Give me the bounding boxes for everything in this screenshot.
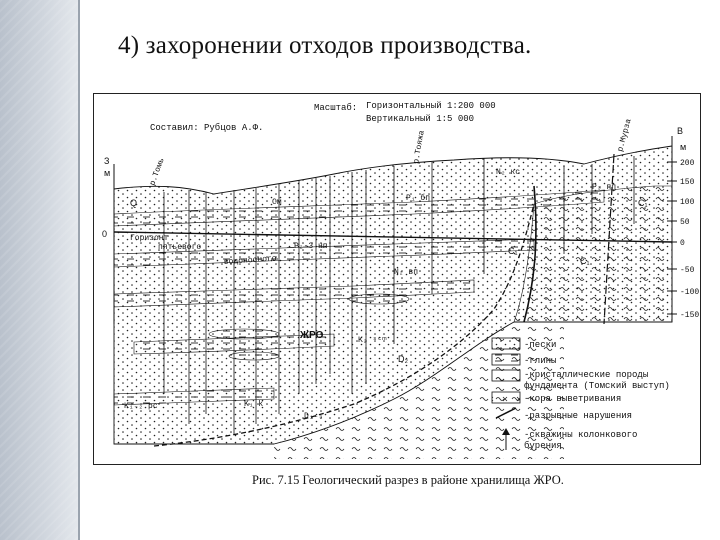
- horizon-label-2: пятьевого: [158, 243, 202, 252]
- unit-label-n2vp: N₂ вп: [394, 268, 419, 277]
- unit-label-d2: D₂: [398, 354, 408, 364]
- right-axis-unit: м: [680, 142, 687, 152]
- geological-section-figure: [93, 93, 701, 465]
- unit-label-c1-c: C₁: [580, 256, 590, 266]
- right-tick-200: 200: [680, 159, 695, 168]
- left-axis-unit: м: [104, 168, 111, 178]
- unit-label-k1k: K₁ k: [244, 400, 264, 409]
- right-tick-minus100: -100: [680, 288, 700, 297]
- scale-vertical: Вертикальный 1:5 000: [366, 114, 475, 124]
- horizon-label-3: водоносного: [223, 254, 277, 267]
- author-note: Составил: Рубцов А.Ф.: [150, 123, 264, 133]
- left-corner-label: З: [104, 156, 110, 166]
- river-tom-label: р.Томь: [148, 156, 167, 188]
- right-tick-minus50: -50: [680, 266, 695, 275]
- lens-2: [349, 294, 409, 304]
- unit-label-p23np: P₂-3 нп: [294, 242, 328, 251]
- legend-label-sand: -пески: [524, 340, 557, 350]
- left-zero-label: 0: [102, 229, 108, 239]
- legend-swatch-clay: [492, 354, 520, 365]
- unit-label-c1-b: C₁: [508, 246, 518, 256]
- legend-label-clay: -глины: [524, 356, 557, 366]
- right-tick-minus150: -150: [680, 311, 700, 320]
- slide-side-band: [0, 0, 78, 540]
- unit-label-d13: D₁₋₃: [304, 412, 324, 421]
- legend-label-basement-1: -кристаллические породы: [524, 370, 649, 380]
- legend-label-well-1: -скважины колонкового: [524, 430, 638, 440]
- right-tick-50: 50: [680, 218, 690, 227]
- unit-label-cm: Cм: [272, 198, 282, 207]
- slide-title: 4) захоронении отходов производства.: [118, 32, 532, 59]
- legend-label-basement-2: фундамента (Томский выступ): [524, 381, 670, 391]
- lens-1: [209, 329, 279, 339]
- legend-label-well-2: бурения: [524, 441, 562, 451]
- right-corner-label: В: [677, 126, 684, 136]
- legend-label-fault: -разрывные нарушения: [524, 411, 633, 421]
- legend-swatch-weathering: [492, 392, 520, 403]
- figure-caption: Рис. 7.15 Геологический разрез в районе хранилища ЖРО.: [252, 473, 564, 487]
- unit-label-p3pp: P₃ пп: [592, 183, 617, 192]
- unit-label-c1-a: C₁: [638, 198, 648, 208]
- legend-label-weathering: -кора выветривания: [524, 394, 622, 404]
- unit-label-k12rs: K₁₋₂ рс: [124, 402, 158, 411]
- basement-right: [514, 186, 672, 322]
- unit-label-k2scm: K₂ ˢᶜᵐ: [358, 336, 387, 345]
- right-tick-0: 0: [680, 239, 685, 248]
- scale-label: Масштаб:: [314, 103, 358, 113]
- legend-swatch-basement: [492, 370, 520, 381]
- unit-label-n2ks: N₂ кс: [496, 168, 521, 177]
- unit-label-zhro: ЖРО: [300, 330, 324, 341]
- horizon-label-1: Горизонт: [130, 234, 169, 243]
- right-tick-150: 150: [680, 178, 695, 187]
- geological-section-drawing: [94, 94, 700, 464]
- lens-3: [229, 352, 279, 360]
- river-toyazha-label: р.Тояжа: [412, 129, 427, 165]
- right-tick-100: 100: [680, 198, 695, 207]
- legend-swatch-sand: [492, 338, 520, 349]
- unit-label-p1bp: P₁ бп: [406, 194, 431, 203]
- river-murza-label: р.Мурза: [616, 117, 634, 153]
- unit-label-q: Q: [130, 198, 138, 208]
- scale-horizontal: Горизонтальный 1:200 000: [366, 101, 496, 111]
- slide-side-divider: [78, 0, 80, 540]
